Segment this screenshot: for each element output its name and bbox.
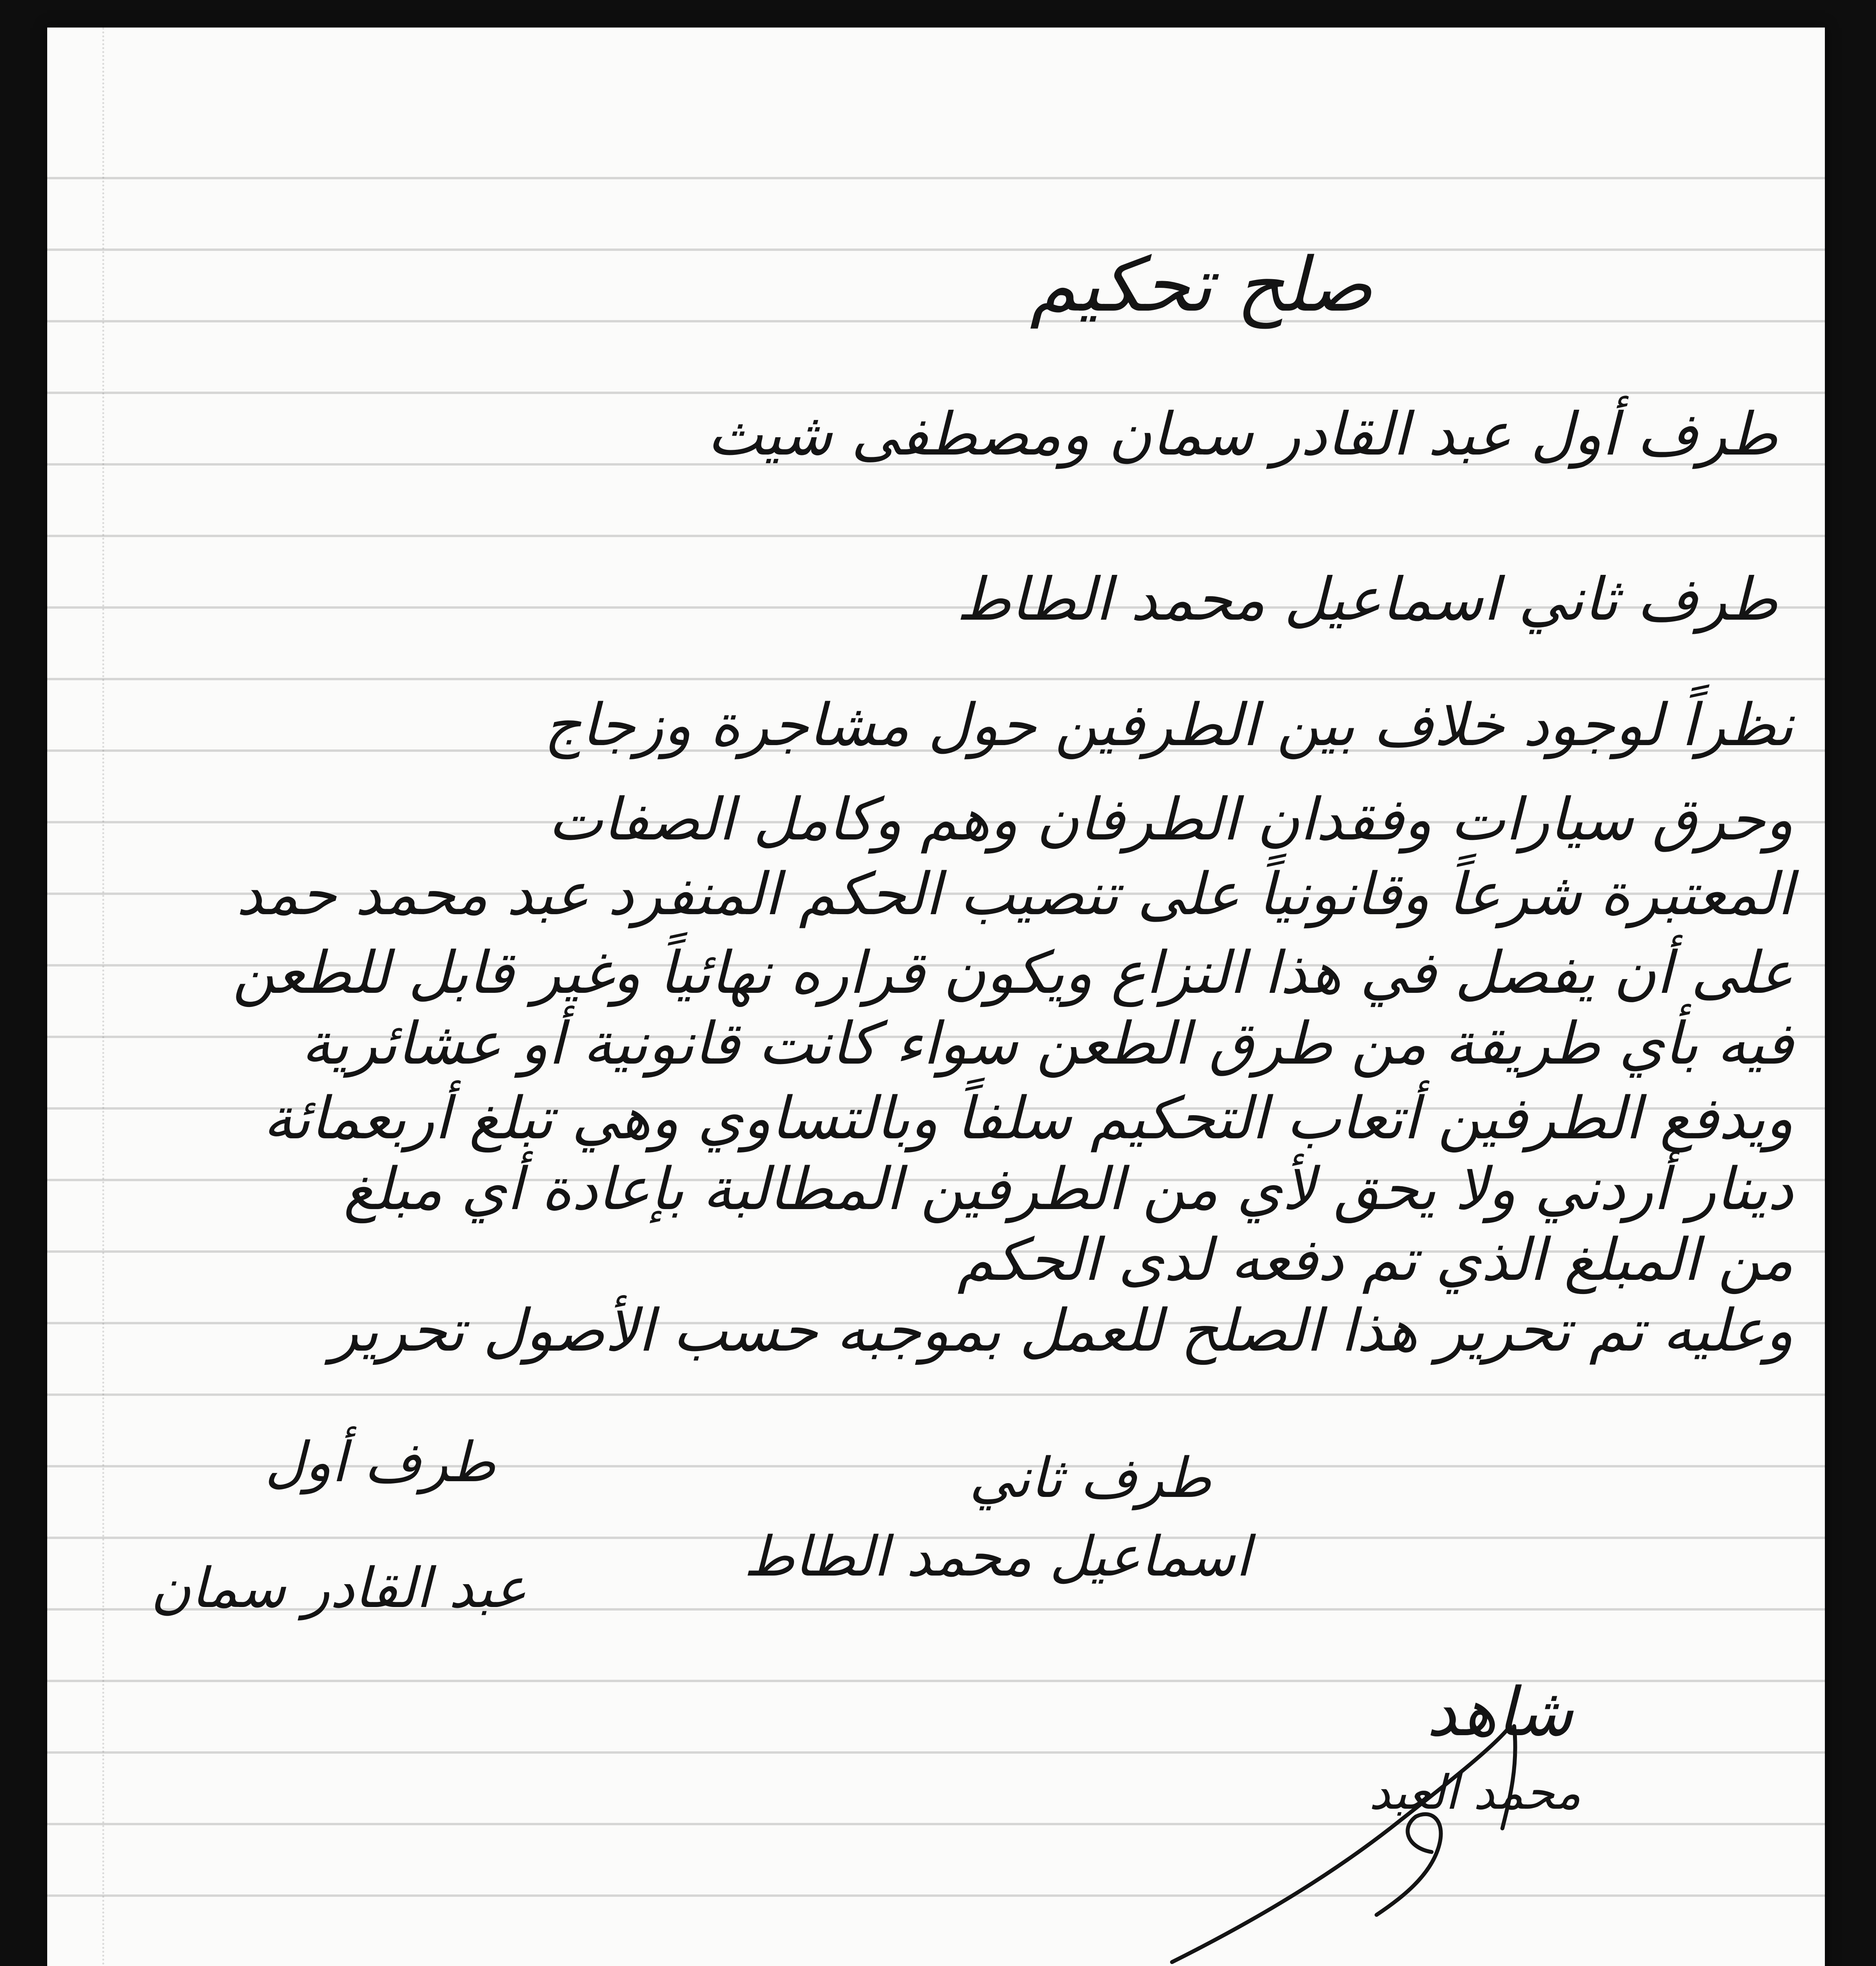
second-party-signature-name: اسماعيل محمد الطاط bbox=[744, 1525, 1251, 1589]
second-party-line: طرف ثاني اسماعيل محمد الطاط bbox=[956, 565, 1778, 634]
body-line: دينار أردني ولا يحق لأي من الطرفين المطالبة بإعادة أي مبلغ bbox=[343, 1155, 1793, 1223]
witness-label: شاهد bbox=[1426, 1673, 1573, 1751]
witness-signature-scribble bbox=[1156, 1679, 1550, 1966]
ruled-line bbox=[47, 1823, 1825, 1825]
document-title: صلح تحكيم bbox=[1030, 241, 1373, 328]
body-line: ويدفع الطرفين أتعاب التحكيم سلفاً وبالتساوي وهي تبلغ أربعمائة bbox=[263, 1084, 1793, 1152]
ruled-line bbox=[47, 249, 1825, 251]
ruled-line bbox=[47, 1894, 1825, 1897]
margin-line bbox=[102, 28, 104, 1966]
first-party-line: طرف أول عبد القادر سمان ومصطفى شيث bbox=[707, 400, 1778, 469]
body-line: وحرق سيارات وفقدان الطرفان وهم وكامل الصفات bbox=[548, 786, 1793, 853]
ruled-line bbox=[47, 678, 1825, 680]
body-line: فيه بأي طريقة من طرق الطعن سواء كانت قانونية أو عشائرية bbox=[301, 1010, 1793, 1077]
first-party-signature-name: عبد القادر سمان bbox=[151, 1556, 527, 1620]
body-line: من المبلغ الذي تم دفعه لدى الحكم bbox=[957, 1226, 1793, 1294]
body-line: المعتبرة شرعاً وقانونياً على تنصيب الحكم المنفرد عبد محمد حمد bbox=[236, 860, 1793, 928]
ruled-line bbox=[47, 535, 1825, 537]
ruled-line bbox=[47, 320, 1825, 322]
ruled-line bbox=[47, 1394, 1825, 1396]
handwritten-page bbox=[47, 28, 1825, 1966]
second-party-signature-label: طرف ثاني bbox=[969, 1446, 1211, 1510]
ruled-line bbox=[47, 1751, 1825, 1754]
body-line: وعليه تم تحرير هذا الصلح للعمل بموجبه حسب الأصول تحرير bbox=[330, 1297, 1793, 1364]
first-party-signature-label: طرف أول bbox=[265, 1430, 496, 1495]
witness-name: محمد العبد bbox=[1369, 1765, 1581, 1820]
body-line: نظراً لوجود خلاف بين الطرفين حول مشاجرة وزجاج bbox=[544, 691, 1793, 759]
body-line: على أن يفصل في هذا النزاع ويكون قراره نهائياً وغير قابل للطعن bbox=[232, 939, 1793, 1007]
ruled-line bbox=[47, 392, 1825, 394]
ruled-line bbox=[47, 177, 1825, 179]
